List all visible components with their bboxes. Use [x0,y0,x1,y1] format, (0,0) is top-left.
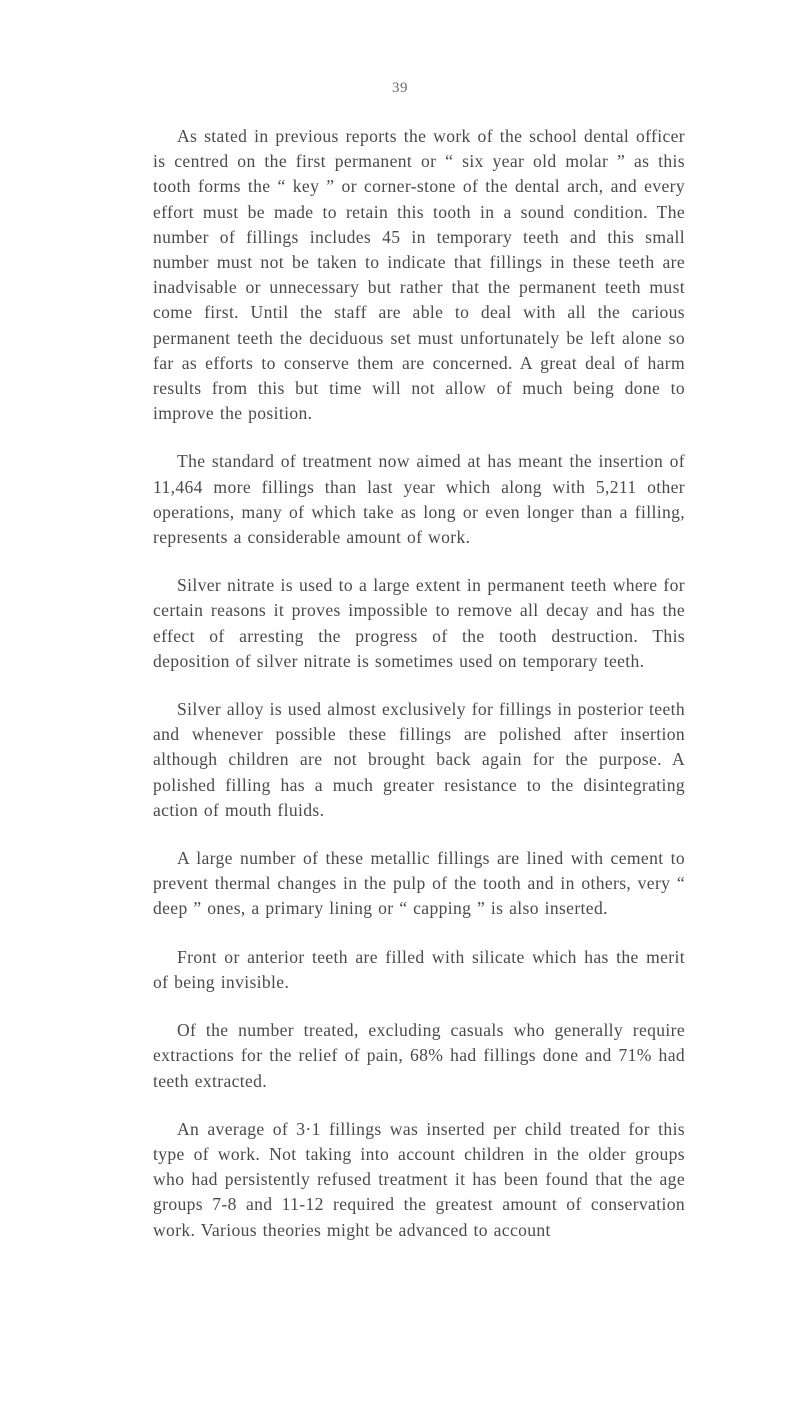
body-text [153,124,685,1243]
paragraph-treatment-standard: The standard of treatment now aimed at has meant the insertion of 11,464 more fillings than last year which along with 5,211 other operations, many of which take as long or even longer than a filling, represents a considerable amount of work. [153,451,685,548]
paragraph-average-fillings: An average of 3·1 fillings was inserted per child treated for this type of work. Not taking into account children in the older groups who had persistently refused treatment it has been found that the age groups 7-8 and 11-12 required the greatest amount of conservation work. Various theories might be advanced to account [153,1118,685,1240]
paragraph-first-molar: As stated in previous reports the work of the school dental officer is centred on the first permanent or “ six year old molar ” as this tooth forms the “ key ” or corner-stone of the dental arch, and every effort must be made to retain this tooth in a sound condition. The number of fillings includes 45 in temporary teeth and this small number must not be taken to indicate that fillings in these teeth are inadvisable or unnecessary but rather that the permanent teeth must come first. Until the staff are able to deal with all the carious permanent teeth the deciduous set must unfortunately be left alone so far as efforts to conserve them are concerned. A great deal of harm results from this but time will not allow of much being done to improve the position. [153,126,685,424]
paragraph-silver-nitrate: Silver nitrate is used to a large extent in permanent teeth where for certain reasons it proves impossible to remove all decay and has the effect of arresting the progress of the tooth destruction. This deposition of silver nitrate is sometimes used on temporary teeth. [153,575,685,671]
paragraph-silver-alloy: Silver alloy is used almost exclusively for fillings in posterior teeth and whenever possible these fillings are polished after insertion although children are not brought back again for the purpose. A polished filling has a much greater resistance to the disintegrating action of mouth fluids. [153,699,685,820]
paragraph-cement-lining: A large number of these metallic fillings are lined with cement to prevent thermal changes in the pulp of the tooth and in others, very “ deep ” ones, a primary lining or “ capping ” is also inserted. [153,848,685,919]
page-number: 39 [392,80,408,96]
paragraph-silicate: Front or anterior teeth are filled with silicate which has the merit of being invisible. [153,946,685,992]
paragraph-percentages: Of the number treated, excluding casuals who generally require extractions for the relief of pain, 68% had fillings done and 71% had teeth extracted. [153,1020,685,1091]
